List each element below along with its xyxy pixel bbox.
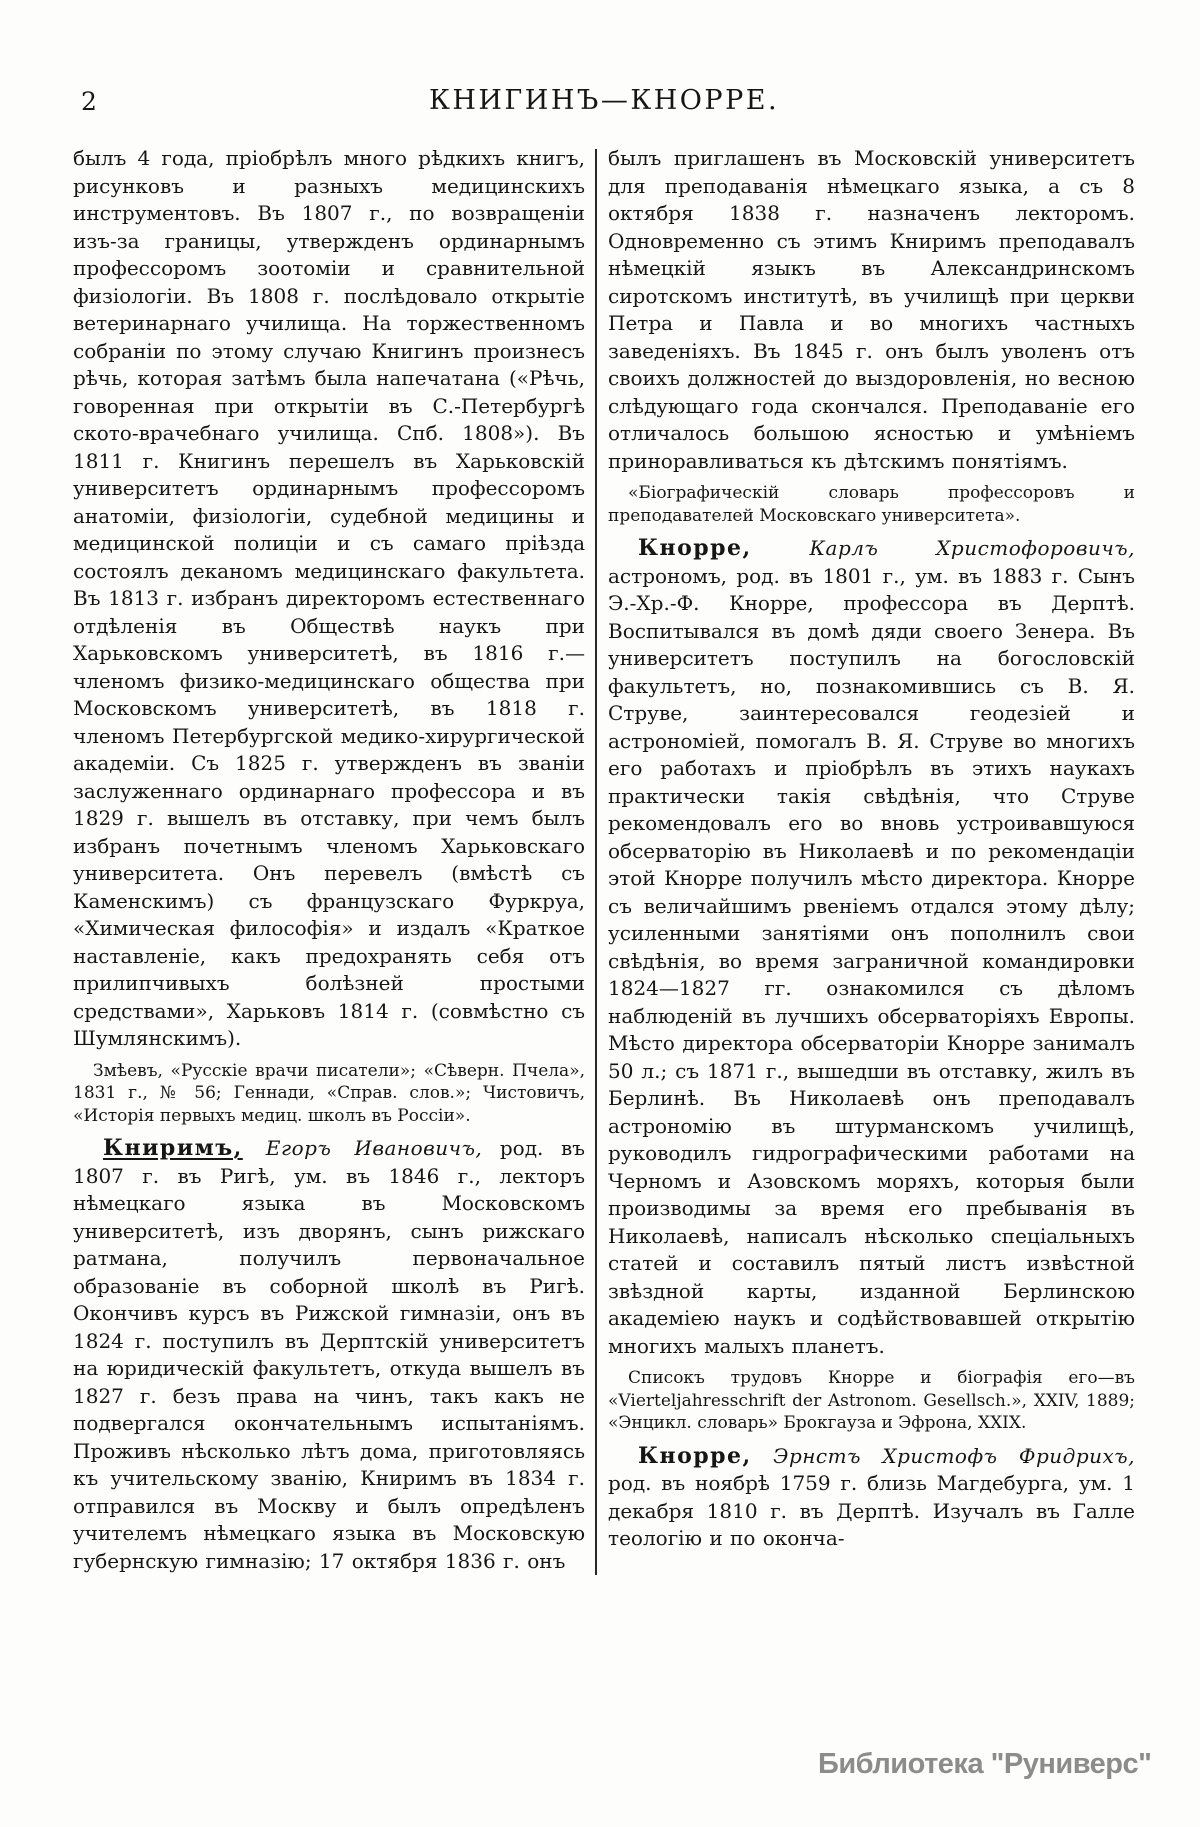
entry-knorre-karl xyxy=(608,535,1135,1360)
person-name-knorre-karl: Карлъ Христофоровичъ, xyxy=(751,536,1135,560)
bibliography-knorre-karl: Списокъ трудовъ Кнорре и біографія его—въ «Vierteljahresschrift der Astronom. Gesellsch.», XXIV, 1889; «Энцикл. словарь» Брокгауза и Эфрона, XXIX. xyxy=(608,1368,1135,1433)
paragraph-knigin-continuation: былъ 4 года, пріобрѣлъ много рѣдкихъ книгъ, рисунковъ и разныхъ медицинскихъ инструментовъ. Въ 1807 г., по возвращеніи изъ-за границы, утвержденъ ординарнымъ профессоромъ зоотоміи и сравнительной физіологіи. Въ 1808 г. послѣдовало открытіе ветеринарнаго училища. На торжественномъ собраніи по этому случаю Книгинъ произнесъ рѣчь, которая затѣмъ была напечатана («Рѣчь, говоренная при открытіи въ С.-Петербургѣ ското-врачебнаго училища. Спб. 1808»). Въ 1811 г. Книгинъ перешелъ въ Харьковскій университетъ ординарнымъ профессоромъ анатоміи, физіологіи, судебной медицины и медицинской полиціи и съ самаго пріѣзда состоялъ деканомъ медицинскаго факультета. Въ 1813 г. избранъ директоромъ естественнаго отдѣленія въ Обществѣ наукъ при Харьковскомъ университетѣ, въ 1816 г.—членомъ физико-медицинскаго общества при Московскомъ университетѣ, въ 1818 г. членомъ Петербургской медико-хирургической академіи. Съ 1825 г. утвержденъ въ званіи заслуженнаго ординарнаго профессора и въ 1829 г. вышелъ въ отставку, при чемъ былъ избранъ почетнымъ членомъ Харьковскаго университета. Онъ перевелъ (вмѣстѣ съ Каменскимъ) съ французскаго Фуркруа, «Химическая философія» и издалъ «Краткое наставленіе, какъ предохранять себя отъ прилипчивыхъ болѣзней простыми средствами», Харьковъ 1814 г. (совмѣстно съ Шумлянскимъ). xyxy=(73,146,585,1050)
headword-knirim: Книримъ, xyxy=(103,1135,243,1161)
left-column xyxy=(73,145,585,1575)
entry-knorre-ernst xyxy=(608,1443,1135,1553)
person-name-knirim: Егоръ Ивановичъ, xyxy=(242,1136,483,1160)
page-header xyxy=(73,85,1135,125)
entry-knirim xyxy=(73,1135,585,1575)
page-number: 2 xyxy=(81,87,97,116)
headword-knorre-karl: Кнорре, xyxy=(638,535,752,561)
bibliography-knigin: Змѣевъ, «Русскіе врачи писатели»; «Сѣверн. Пчела», 1831 г., № 56; Геннади, «Справ. слов.»; Чистовичъ, «Исторія первыхъ медиц. школъ въ Россіи». xyxy=(73,1060,585,1126)
entry-knorre-ernst-body: род. въ ноябрѣ 1759 г. близь Магдебурга, ум. 1 декабря 1810 г. въ Дерптѣ. Изучалъ въ Галле теологію и по оконча- xyxy=(608,1471,1135,1550)
column-divider-rule xyxy=(595,149,597,1575)
right-column xyxy=(608,145,1135,1575)
runivers-watermark: Библиотека "Руниверс" xyxy=(818,1748,1152,1780)
person-name-knorre-ernst: Эрнстъ Христофъ Фридрихъ, xyxy=(751,1443,1135,1468)
text-columns xyxy=(73,145,1135,1575)
entry-knirim-body: род. въ 1807 г. въ Ригѣ, ум. въ 1846 г., лекторъ нѣмецкаго языка въ Московскомъ университетѣ, изъ дворянъ, сынъ рижскаго ратмана, получилъ первоначальное образованіе въ соборной школѣ въ Ригѣ. Окончивъ курсъ въ Рижской гимназіи, онъ въ 1824 г. поступилъ въ Дерптскій университетъ на юридическій факультетъ, откуда вышелъ въ 1827 г. безъ права на чинъ, такъ какъ не подвергался окончательнымъ испытаніямъ. Проживъ нѣсколько лѣтъ дома, приготовляясь къ учительскому званію, Книримъ въ 1834 г. отправился въ Москву и былъ опредѣленъ учителемъ нѣмецкаго языка въ Московскую губернскую гимназію; 17 октября 1836 г. онъ xyxy=(73,1136,585,1573)
bibliography-knirim: «Біографическій словарь профессоровъ и преподавателей Московскаго университета». xyxy=(608,483,1135,526)
paragraph-knirim-continuation: былъ приглашенъ въ Московскій университетъ для преподаванія нѣмецкаго языка, а съ 8 октября 1838 г. назначенъ лекторомъ. Одновременно съ этимъ Книримъ преподавалъ нѣмецкій языкъ въ Александринскомъ сиротскомъ институтѣ, въ училищѣ при церкви Петра и Павла и во многихъ частныхъ заведеніяхъ. Въ 1845 г. онъ былъ уволенъ отъ своихъ должностей до выздоровленія, но весною слѣдующаго года скончался. Преподаваніе его отличалось большою ясностью и умѣніемъ приноравливаться къ дѣтскимъ понятіямъ. xyxy=(608,146,1135,473)
running-head: КНИГИНЪ—КНОРРЕ. xyxy=(428,85,780,116)
headword-knorre-ernst: Кнорре, xyxy=(638,1442,752,1469)
entry-knorre-karl-body: астрономъ, род. въ 1801 г., ум. въ 1883 г. Сынъ Э.-Хр.-Ф. Кнорре, профессора въ Дерптѣ. Воспитывался въ домѣ дяди своего Зенера. Въ университетъ поступилъ на богословскій факультетъ, но, познакомившись съ В. Я. Струве, заинтересовался геодезіей и астрономіей, помогалъ В. Я. Струве во многихъ его работахъ и пріобрѣлъ въ этихъ наукахъ практически такія свѣдѣнія, что Струве рекомендовалъ его во вновь устроивавшуюся обсерваторію въ Николаевѣ и по рекомендаціи этой Кнорре получилъ мѣсто директора. Кнорре съ величайшимъ рвеніемъ отдался этому дѣлу; усиленными занятіями онъ пополнилъ свои свѣдѣнія, во время заграничной командировки 1824—1827 гг. ознакомился съ дѣломъ наблюденій въ лучшихъ обсерваторіяхъ Европы. Мѣсто директора обсерваторіи Кнорре занималъ 50 л.; съ 1871 г., вышедши въ отставку, жилъ въ Берлинѣ. Въ Николаевѣ онъ преподавалъ астрономію въ штурманскомъ училищѣ, руководилъ гидрографическими работами на Черномъ и Азовскомъ моряхъ, которыя были производимы за время его пребыванія въ Николаевѣ, написалъ нѣсколько спеціальныхъ статей и составилъ пятый листъ извѣстной звѣздной карты, изданной Берлинскою академіею наукъ и содѣйствовавшей открытію многихъ малыхъ планетъ. xyxy=(608,563,1135,1358)
